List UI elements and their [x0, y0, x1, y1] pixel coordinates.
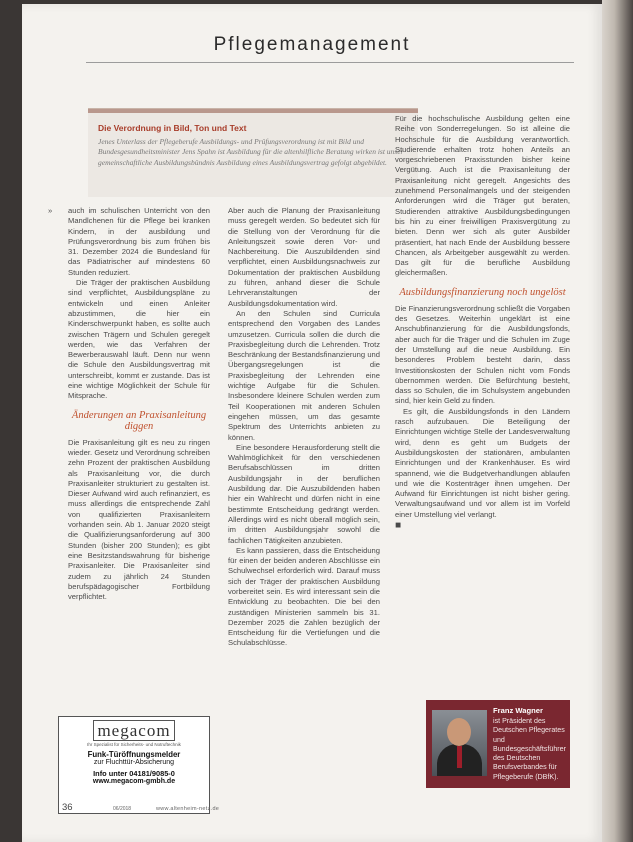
info-box-body: Jenes Unterlass der Pflegeberufe Ausbildungs- und Prüfungsverordnung ist mit Bild und Bundesgesundheitsminister Jens Spahn ist Ausbildung für die altenhilfliche Beratung wirken ist unser gemeinschaftliche Ausbildungsbündnis Ausbildung eines Ausbildungsvertrag gefolgt abgebildet.: [98, 137, 404, 167]
paragraph: Es kann passieren, dass die Entscheidung für einen der beiden anderen Abschlüsse ein Schulwechsel erforderlich wird. Darauf muss sich der Träger der praktischen Ausbildung vorbereitet sein. Es wird interessant sein die Entwicklung zu beobachten. Die bei den zuständigen Ministerien sammeln bis 31. Dezember 2025 die Zahlen bezüglich der Entscheidung für die Vertiefungen und die Schulabschlüsse.: [228, 545, 380, 648]
paragraph: Es gilt, die Ausbildungsfonds in den Ländern rasch aufzubauen. Die Beteiligung der Einrichtungen wichtige Stelle der Landesverwaltung wird, denn es geht um Budgets der Ausbildungskosten der stationären, ambulanten Einrichtungen und der Krankenhäuser. Es wird spannend, wie die Budgetverhandlungen ablaufen und wie die Kostenträger ihnen umgehen. Der Aufwand für Einrichtungen ist nicht bisher gering. Verwaltungsaufwand und vor allem ist im Vorfeld einer Umstellung viel verlangt.: [395, 406, 570, 519]
info-box-accent-bar: [88, 109, 418, 113]
header-divider: [86, 62, 574, 63]
section-title: Pflegemanagement: [213, 34, 411, 55]
ad-subline: zur Fluchttür-Absicherung: [93, 759, 175, 766]
ad-tagline: Ihr Spezialist für Sicherheits- und Notruftechnik: [87, 742, 181, 747]
ad-logo: megacom: [59, 721, 209, 741]
ad-website-link[interactable]: www.megacom-gmbh.de: [92, 778, 176, 785]
author-box: [426, 700, 570, 788]
paragraph: Die Finanzierungsverordnung schließt die Vorgaben des Gesetzes. Weiterhin ungeklärt ist eine Anschubfinanzierung für die Ausbildungsfonds, aber auch für die Träger und die Schulen im Zuge der Umstellung auf die neue Ausbildung. Ein besonderes Problem besteht darin, dass Investitionskosten der Schulen nicht vom Fonds übernommen werden. Die Befürchtung besteht, dass so Schulen, die im Schulsystem angebunden sind, hier kein Geld zu finden.: [395, 303, 570, 406]
continuation-mark: »: [48, 206, 53, 215]
paragraph: An den Schulen sind Curricula entsprechend den Vorgaben des Landes umzusetzen. Curricula sollen die durch die Praxisbegleitung durch die Lehrenden. Trotz Beschränkung der Bestandsfinanzierung und Übergangsregelungen ist die Praxisbegleitung der Lehrenden eine wichtige Aufgabe für die Schulen. Insbesondere kleinere Schulen werden zum Teil Kooperationen mit anderen Schulen eingehen müssen, um das gesamte Spektrum des Unterrichts anbieten zu können.: [228, 308, 380, 442]
article-column-2: [228, 206, 380, 649]
paragraph: Eine besondere Herausforderung stellt die Wahlmöglichkeit für den verschiedenen Berufsabschlüssen im dritten Ausbildungsjahr in der beruflichen Ausbildung dar. Die Auszubildenden haben hier ein Wahlrecht und dürfen nicht in eine bestimmte Entscheidung gedrängt werden. Allerdings wird es nicht überall möglich sein, im dritten Ausbildungsjahr sowohl die fachlichen Tätigkeiten anzubieten.: [228, 442, 380, 545]
ad-headline: Funk-Türöffnungsmelder: [87, 750, 181, 759]
author-bio: ist Präsident des Deutschen Pflegerates und Bundesgeschäftsführer des Deutschen Berufsverbandes für Pflegeberufe (DBfK).: [493, 717, 566, 781]
paragraph: auch im schulischen Unterricht von den Mandlchenen für die Pflege bei kranken Kindern, in der ausbildung und Prüfungsverordnung bis zum frühen bis 31. Dezember 2024 die Bundesland für das Pädiatrischer auf mindestens 60 Stunden reduziert.: [68, 206, 210, 277]
footer-website-link[interactable]: www.altenheim-netz.de: [156, 806, 220, 812]
paragraph: Die Praxisanleitung gilt es neu zu ringen wieder. Gesetz und Verordnung schreiben zehn Prozent der praktischen Ausbildung als Praxisanleitung vor, die durch Praxisanleiter strukturiert zu gestalten ist. Dieser Aufwand wird auch refinanziert, es muss allerdings die entsprechende Zahl von qualifizierten Praxisanleitern vorhanden sein. Ab 1. Januar 2020 steigt die Qualifizierungsanforderung auf 300 Stunden (bisher 200 Stunden); es gibt eine Besitzstandswahrung für bisherige Praxisanleiter. Die Praxisanleiter sind zudem zu jährlich 24 Stunden berufspädagogischer Fortbildung verpflichtet.: [68, 437, 210, 602]
author-photo: [432, 710, 487, 776]
author-name: Franz Wagner: [493, 706, 543, 715]
paragraph: Die Träger der praktischen Ausbildung sind verpflichtet, Ausbildungspläne zu entwickeln und einen Anleiter abzustimmen, die hier ein Kinderschwerpunkt haben, es sollte auch zwischen Trägern und Schulen geregelt werden, wie das Verfahren der Bewerberauswahl läuft. Denn nur wenn die Schule den Ausbildungsvertrag mit unterschreibt, kommt er zustande. Das ist eine wichtige Möglichkeit der Schule für Mitsprache.: [68, 278, 210, 401]
issue-date: 06/2018: [113, 806, 132, 812]
paragraph: Aber auch die Planung der Praxisanleitung muss geregelt werden. So bedeutet sich für die Stellung von der Verordnung für die Anleitungszeit sowie deren Vor- und Nachbereitung. Die Auszubildenden sind verpflichtet, einen Ausbildungsnachweis zur Dokumentation der praktischen Ausbildung zu führen, anhand dieser die Schule Lehrveranstaltungen der Ausbildungsdokumentation wird.: [228, 206, 380, 308]
info-box-title: Die Verordnung in Bild, Ton und Text: [98, 123, 247, 133]
article-column-3: [395, 114, 570, 530]
subheading-praxisanleitung: Änderungen an Praxisanleitung diggen: [71, 409, 207, 432]
page-spine-shadow: [602, 0, 633, 842]
end-mark: ◼: [395, 519, 402, 529]
info-box: [88, 108, 418, 197]
subheading-ausbildungsfinanzierung: Ausbildungsfinanzierung noch ungelöst: [399, 286, 566, 298]
advertisement[interactable]: [58, 716, 210, 814]
paragraph: Für die hochschulische Ausbildung gelten eine Reihe von Sonderregelungen. So ist alleine die Hochschule für die Ausbildung verantwortlich. Studierende erhalten trotz hohen Anteils an vorgeschriebenen Praxisstunden bisher keine Vergütung. Auch ist die Praxisanleitung der Praxisanleitung nicht geregelt. Angesichts des zunehmend Personalmangels und der steigenden Anforderungen wird die Träger gut beraten, Studierenden attraktive Ausbildungsbedingungen bis hin zu einer freiwilligen Praxisvergütung zu bieten. Denn wer sich als guter Ausbilder präsentiert, hat nach Ende der Ausbildung bessere Chancen, als Arbeitgeber ausgewählt zu werden. Das gilt für die berufliche Ausbildung gleichermaßen.: [395, 114, 570, 278]
page-number: 36: [62, 802, 73, 813]
article-column-1: [68, 206, 210, 602]
ad-phone: Info unter 04181/9085-0: [93, 769, 175, 778]
